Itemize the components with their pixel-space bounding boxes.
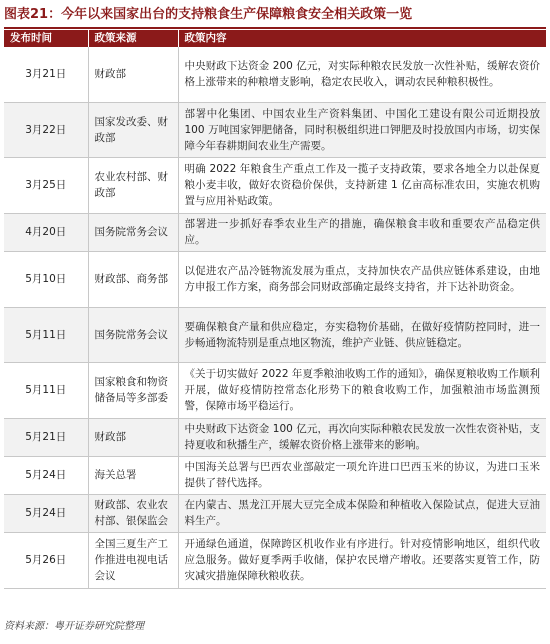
row-date: 5月24日 <box>4 494 88 532</box>
row-content: 要确保粮食产量和供应稳定，夯实稳物价基础，在做好疫情防控同时，进一步畅通物流特别是重点地区物流，维护产业链、供应链稳定。 <box>178 307 546 362</box>
header-content: 政策内容 <box>178 30 546 47</box>
row-source: 全国三夏生产工作推进电视电话会议 <box>88 532 178 588</box>
table-row <box>4 494 546 532</box>
row-source: 财政部、商务部 <box>88 251 178 307</box>
policy-table <box>4 30 546 589</box>
row-content: 部署中化集团、中国农业生产资料集团、中国化工建设有限公司近期投放 100 万吨国家钾肥储备，同时积极组织进口钾肥及时投放国内市场，切实保障今年春耕期间农业生产需要。 <box>178 102 546 157</box>
source-note: 资料来源：粤开证券研究院整理 <box>4 621 144 632</box>
table-row <box>4 102 546 157</box>
header-date: 发布时间 <box>4 30 88 47</box>
row-date: 3月22日 <box>4 102 88 157</box>
row-content: 中央财政下达资金 100 亿元，再次向实际种粮农民发放一次性农资补贴，支持夏收和秋播生产，缓解农资价格上涨带来的影响。 <box>178 418 546 456</box>
table-row <box>4 213 546 251</box>
row-content: 部署进一步抓好春季农业生产的措施，确保粮食丰收和重要农产品稳定供应。 <box>178 213 546 251</box>
row-date: 5月11日 <box>4 307 88 362</box>
header-source: 政策来源 <box>88 30 178 47</box>
row-source: 海关总署 <box>88 456 178 494</box>
row-source: 农业农村部、财政部 <box>88 157 178 213</box>
table-header-row <box>4 30 546 47</box>
table-row <box>4 157 546 213</box>
table-row <box>4 418 546 456</box>
row-source: 国务院常务会议 <box>88 213 178 251</box>
row-content: 明确 2022 年粮食生产重点工作及一揽子支持政策，要求各地全力以赴保夏粮小麦丰收，做好农资稳价保供，支持新建 1 亿亩高标准农田，实施农机购置与应用补贴政策。 <box>178 157 546 213</box>
row-date: 5月11日 <box>4 362 88 418</box>
row-date: 5月24日 <box>4 456 88 494</box>
row-source: 国务院常务会议 <box>88 307 178 362</box>
row-content: 中国海关总署与巴西农业部敲定一项允许进口巴西玉米的协议，为进口玉米提供了替代选择。 <box>178 456 546 494</box>
title-rule <box>4 27 546 29</box>
table-row <box>4 251 546 307</box>
row-date: 4月20日 <box>4 213 88 251</box>
row-source: 财政部 <box>88 47 178 102</box>
row-source: 财政部、农业农村部、银保监会 <box>88 494 178 532</box>
table-row <box>4 362 546 418</box>
table-row <box>4 456 546 494</box>
row-content: 中央财政下达资金 200 亿元，对实际种粮农民发放一次性补贴，缓解农资价格上涨带来的种粮增支影响，稳定农民收入，调动农民种粮积极性。 <box>178 47 546 102</box>
row-content: 以促进农产品冷链物流发展为重点，支持加快农产品供应链体系建设，由地方申报工作方案，商务部会同财政部确定最终支持省，并下达补助资金。 <box>178 251 546 307</box>
table-row <box>4 47 546 102</box>
row-date: 5月21日 <box>4 418 88 456</box>
table-row <box>4 307 546 362</box>
table-row <box>4 532 546 588</box>
figure-title: 图表21：今年以来国家出台的支持粮食生产保障粮食安全相关政策一览 <box>4 7 413 22</box>
row-source: 财政部 <box>88 418 178 456</box>
row-content: 在内蒙古、黑龙江开展大豆完全成本保险和种植收入保险试点，促进大豆油料生产。 <box>178 494 546 532</box>
row-source: 国家粮食和物资储备局等多部委 <box>88 362 178 418</box>
row-date: 5月26日 <box>4 532 88 588</box>
row-date: 3月21日 <box>4 47 88 102</box>
row-date: 5月10日 <box>4 251 88 307</box>
row-date: 3月25日 <box>4 157 88 213</box>
row-content: 《关于切实做好 2022 年夏季粮油收购工作的通知》，确保夏粮收购工作顺利开展，做好疫情防控常态化形势下的粮食收购工作，加强粮油市场监测预警，保障市场平稳运行。 <box>178 362 546 418</box>
row-source: 国家发改委、财政部 <box>88 102 178 157</box>
row-content: 开通绿色通道，保障跨区机收作业有序进行。针对疫情影响地区，组织代收应急服务。做好夏季两手收储，保护农民增产增收。还要落实夏管工作，防灾减灾措施保障秋粮收获。 <box>178 532 546 588</box>
